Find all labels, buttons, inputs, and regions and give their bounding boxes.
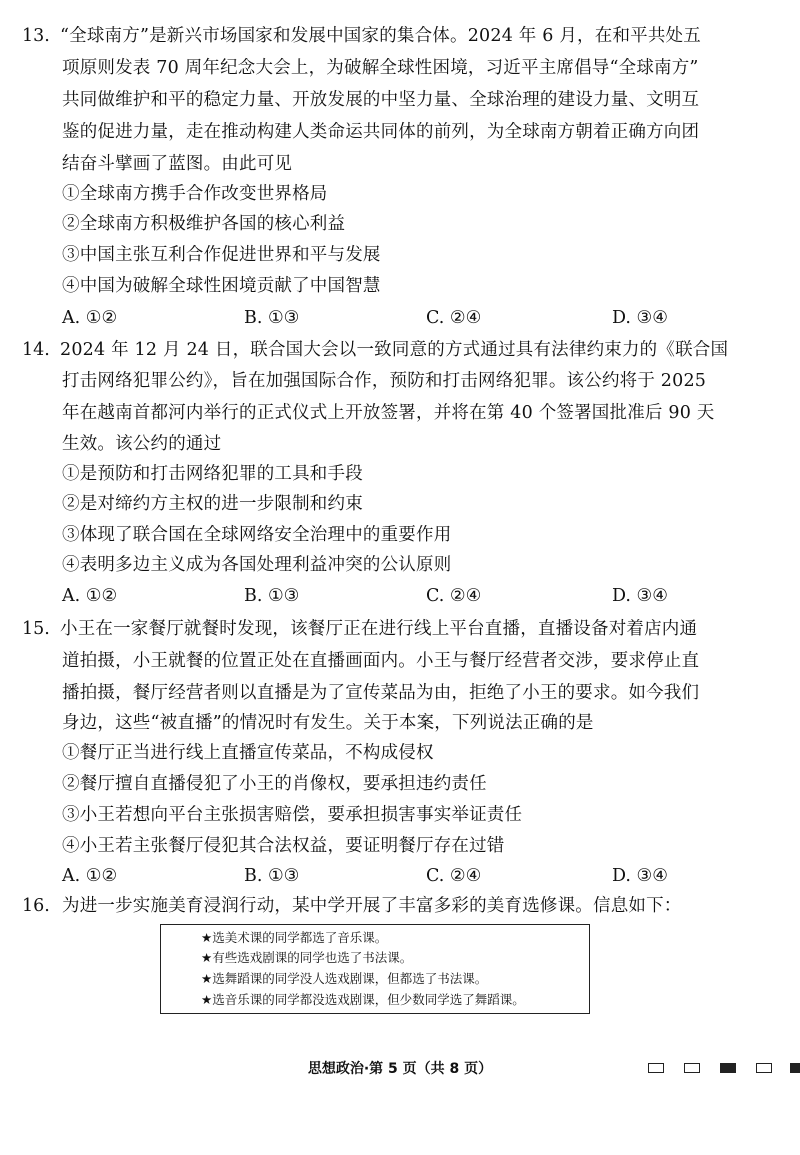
question-text-line: 生效。该公约的通过 — [62, 434, 222, 454]
question-text-line: 2024 年 12 月 24 日，联合国大会以一致同意的方式通过具有法律约束力的《联合国 — [60, 340, 729, 360]
statement: ②是对缔约方主权的进一步限制和约束 — [62, 494, 363, 514]
option-b[interactable]: B. ①③ — [244, 866, 300, 886]
question-text-line: 道拍摄，小王就餐的位置正处在直播画面内。小王与餐厅经营者交涉，要求停止直 — [62, 651, 700, 671]
question-text-line: “全球南方”是新兴市场国家和发展中国家的集合体。2024 年 6 月，在和平共处五 — [60, 26, 701, 46]
option-b[interactable]: B. ①③ — [244, 308, 300, 328]
question-number: 13. — [22, 26, 50, 46]
question-text-line: 鉴的促进力量，走在推动构建人类命运共同体的前列，为全球南方朝着正确方向团 — [62, 122, 700, 142]
statement: ④中国为破解全球性困境贡献了中国智慧 — [62, 276, 381, 296]
option-d[interactable]: D. ③④ — [612, 586, 668, 606]
option-c[interactable]: C. ②④ — [426, 866, 482, 886]
option-d[interactable]: D. ③④ — [612, 308, 668, 328]
option-d[interactable]: D. ③④ — [612, 866, 668, 886]
question-number: 15. — [22, 619, 50, 639]
page-marker-square — [648, 1063, 664, 1073]
statement: ②餐厅擅自直播侵犯了小王的肖像权，要承担违约责任 — [62, 774, 487, 794]
info-item: ★选舞蹈课的同学没人选戏剧课，但都选了书法课。 — [201, 971, 488, 986]
page-marker-square — [756, 1063, 772, 1073]
question-text-line: 项原则发表 70 周年纪念大会上，为破解全球性困境，习近平主席倡导“全球南方” — [62, 58, 699, 78]
option-c[interactable]: C. ②④ — [426, 308, 482, 328]
option-c[interactable]: C. ②④ — [426, 586, 482, 606]
question-text-line: 身边，这些“被直播”的情况时有发生。关于本案，下列说法正确的是 — [62, 713, 594, 733]
statement: ④小王若主张餐厅侵犯其合法权益，要证明餐厅存在过错 — [62, 836, 505, 856]
page-marker-square — [684, 1063, 700, 1073]
question-text-line: 播拍摄，餐厅经营者则以直播是为了宣传菜品为由，拒绝了小王的要求。如今我们 — [62, 683, 700, 703]
option-a[interactable]: A. ①② — [62, 586, 118, 606]
question-text-line: 小王在一家餐厅就餐时发现，该餐厅正在进行线上平台直播，直播设备对着店内通 — [60, 619, 698, 639]
statement: ②全球南方积极维护各国的核心利益 — [62, 214, 346, 234]
question-text-line: 打击网络犯罪公约》，旨在加强国际合作，预防和打击网络犯罪。该公约将于 2025 — [62, 371, 707, 391]
page-footer: 思想政治·第 5 页（共 8 页） — [307, 1061, 493, 1077]
statement: ①全球南方携手合作改变世界格局 — [62, 184, 328, 204]
statement: ①是预防和打击网络犯罪的工具和手段 — [62, 464, 363, 484]
question-text-line: 年在越南首都河内举行的正式仪式上开放签署，并将在第 40 个签署国批准后 90 天 — [62, 403, 715, 423]
statement: ③小王若想向平台主张损害赔偿，要承担损害事实举证责任 — [62, 805, 523, 825]
question-text-line: 结奋斗擘画了蓝图。由此可见 — [62, 154, 293, 174]
option-a[interactable]: A. ①② — [62, 866, 118, 886]
question-number: 14. — [22, 340, 50, 360]
statement: ③中国主张互利合作促进世界和平与发展 — [62, 245, 381, 265]
statement: ④表明多边主义成为各国处理利益冲突的公认原则 — [62, 555, 452, 575]
statement: ①餐厅正当进行线上直播宣传菜品，不构成侵权 — [62, 743, 434, 763]
answer-options — [62, 864, 782, 888]
answer-options — [62, 306, 782, 330]
page-marker-square-filled — [790, 1063, 800, 1073]
statement: ③体现了联合国在全球网络安全治理中的重要作用 — [62, 525, 452, 545]
question-number: 16. — [22, 896, 50, 916]
info-item: ★选美术课的同学都选了音乐课。 — [201, 930, 388, 945]
option-a[interactable]: A. ①② — [62, 308, 118, 328]
info-box — [160, 924, 590, 1014]
answer-options — [62, 584, 782, 608]
info-item: ★有些选戏剧课的同学也选了书法课。 — [201, 950, 413, 965]
question-text-line: 共同做维护和平的稳定力量、开放发展的中坚力量、全球治理的建设力量、文明互 — [62, 90, 700, 110]
info-item: ★选音乐课的同学都没选戏剧课，但少数同学选了舞蹈课。 — [201, 992, 525, 1007]
page-marker-square-filled — [720, 1063, 736, 1073]
question-text-line: 为进一步实施美育浸润行动，某中学开展了丰富多彩的美育选修课。信息如下： — [62, 896, 682, 916]
option-b[interactable]: B. ①③ — [244, 586, 300, 606]
